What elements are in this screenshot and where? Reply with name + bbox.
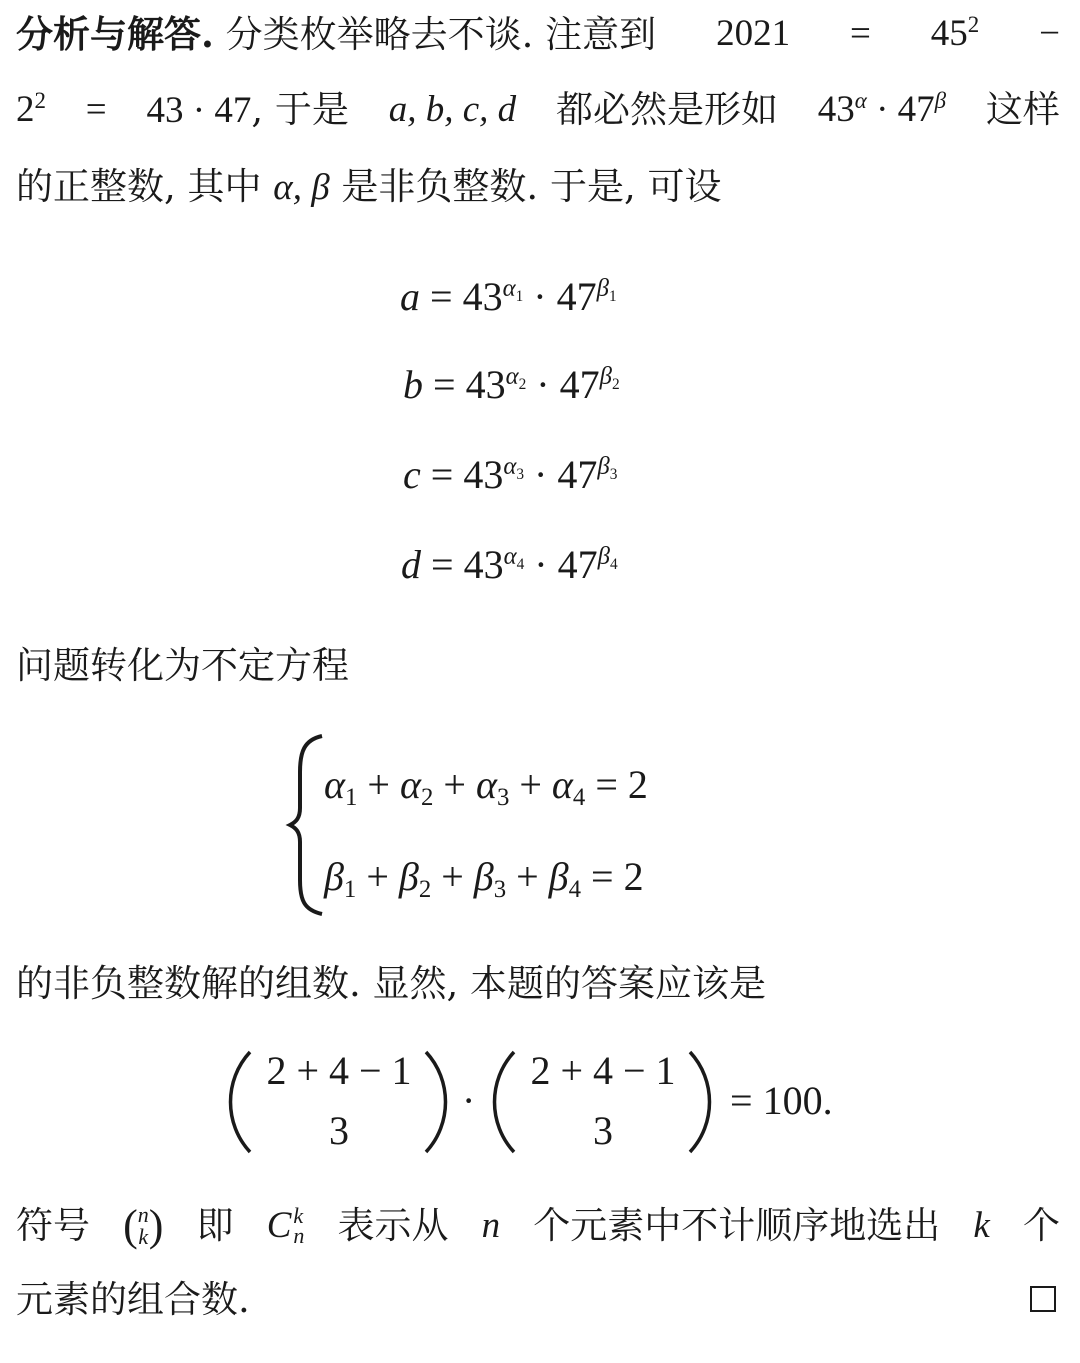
eq1-plus: + bbox=[443, 762, 466, 807]
system-eq1 bbox=[324, 760, 648, 810]
square-term bbox=[931, 10, 979, 59]
minus-sign: − bbox=[1039, 13, 1060, 54]
answer-value: 100. bbox=[762, 1078, 833, 1123]
def-equals: = bbox=[433, 362, 456, 407]
eq1-greek: α bbox=[324, 762, 345, 807]
def-s2: 2 bbox=[611, 375, 620, 393]
para4-mid1: 即 bbox=[196, 1204, 234, 1247]
def-b2: 47 bbox=[557, 542, 598, 587]
answer-result bbox=[730, 1076, 833, 1126]
line2-text: , 于是 bbox=[251, 88, 349, 131]
eq2-greek: β bbox=[548, 854, 569, 899]
def-var: c bbox=[403, 452, 421, 497]
def-b2: 47 bbox=[556, 274, 597, 319]
para1-line3 bbox=[16, 163, 721, 212]
eq2-plus: + bbox=[366, 854, 389, 899]
def-e2: β bbox=[597, 453, 610, 481]
def-c bbox=[403, 450, 617, 500]
def-b2: 47 bbox=[557, 452, 598, 497]
def-dot: · bbox=[534, 542, 548, 587]
def-b bbox=[403, 360, 620, 410]
para1-line1 bbox=[16, 10, 1060, 59]
eq2-plus: + bbox=[441, 854, 464, 899]
def-b1: 43 bbox=[463, 452, 504, 497]
eq1-plus: + bbox=[367, 762, 390, 807]
inline-binom-bottom: k bbox=[138, 1224, 149, 1249]
eq1-greek: α bbox=[551, 762, 573, 807]
eq2-sub4: 4 bbox=[568, 876, 581, 904]
line3-tail: 是非负整数. 于是, 可设 bbox=[341, 165, 722, 208]
def-s2: 3 bbox=[609, 465, 618, 483]
eq2-sub3: 3 bbox=[493, 876, 507, 904]
qed-square-icon bbox=[1030, 1286, 1056, 1312]
variable-list: a, b, c, d bbox=[388, 89, 517, 130]
para2: 问题转化为不定方程 bbox=[16, 644, 349, 687]
def-var: b bbox=[403, 362, 423, 407]
para4-lead: 符号 bbox=[16, 1204, 90, 1247]
def-s2: 4 bbox=[609, 555, 618, 573]
def-s1: 2 bbox=[518, 375, 527, 393]
inline-binom-top: n bbox=[137, 1202, 149, 1227]
def-e2: β bbox=[596, 275, 609, 303]
eq1-rhs: 2 bbox=[627, 762, 648, 807]
eq1-equals: = bbox=[595, 762, 618, 807]
line2-text2: 都必然是形如 bbox=[555, 88, 778, 131]
def-e1: α bbox=[502, 275, 516, 303]
combination-C: C bbox=[266, 1205, 292, 1246]
def-dot: · bbox=[536, 362, 550, 407]
form-dot: · bbox=[876, 89, 889, 130]
para4-tail: 个 bbox=[1022, 1204, 1060, 1247]
binom-right-bottom: 3 bbox=[593, 1108, 613, 1153]
square-exponent: 2 bbox=[967, 12, 980, 38]
factor-product: 43 · 47 bbox=[146, 90, 252, 131]
def-a bbox=[400, 272, 617, 322]
system-eq2 bbox=[324, 852, 644, 902]
para3: 的非负整数解的组数. 显然, 本题的答案应该是 bbox=[16, 962, 767, 1005]
def-var: a bbox=[400, 274, 420, 319]
def-dot: · bbox=[534, 452, 548, 497]
combination-sup: k bbox=[293, 1203, 304, 1228]
eq1-plus: + bbox=[519, 762, 542, 807]
para1-line1-text: 分类枚举略去不谈. 注意到 bbox=[225, 13, 657, 56]
def-b1: 43 bbox=[462, 274, 503, 319]
para4-k: k bbox=[973, 1205, 990, 1246]
eq1-sub1: 1 bbox=[345, 784, 358, 812]
def-equals: = bbox=[430, 274, 453, 319]
eq2-greek: β bbox=[398, 854, 419, 899]
eq1-greek: α bbox=[475, 762, 497, 807]
def-var: d bbox=[401, 542, 421, 587]
form-exp2: β bbox=[934, 88, 947, 114]
def-dot: · bbox=[533, 274, 547, 319]
def-e1: α bbox=[503, 543, 517, 571]
def-e2: β bbox=[597, 543, 610, 571]
def-equals: = bbox=[430, 452, 454, 497]
def-s2: 1 bbox=[608, 287, 617, 305]
def-b1: 43 bbox=[465, 362, 506, 407]
def-s1: 4 bbox=[516, 555, 525, 573]
line2-product-group bbox=[147, 86, 349, 135]
solution-heading: 分析与解答. bbox=[16, 12, 214, 56]
line2-equals: = bbox=[85, 89, 107, 130]
binom-dot: · bbox=[462, 1078, 476, 1123]
def-s1: 3 bbox=[516, 465, 525, 483]
def-equals: = bbox=[431, 542, 454, 587]
para4-line2: 元素的组合数. bbox=[16, 1278, 250, 1321]
eq2-greek: β bbox=[473, 854, 494, 899]
eq1-greek: α bbox=[399, 762, 421, 807]
eq2-plus: + bbox=[516, 854, 539, 899]
eq2-equals: = bbox=[591, 854, 614, 899]
eq1-sub3: 3 bbox=[496, 784, 510, 812]
para4-line1 bbox=[16, 1200, 1060, 1252]
def-b1: 43 bbox=[463, 542, 504, 587]
eq2-sub2: 2 bbox=[418, 876, 432, 904]
para4-mid3: 个元素中不计顺序地选出 bbox=[533, 1204, 941, 1247]
eq2-sub1: 1 bbox=[343, 876, 357, 904]
form-exp1: α bbox=[854, 88, 867, 114]
greek-vars: α, β bbox=[273, 167, 330, 208]
def-e1: α bbox=[505, 363, 519, 391]
para1-line1-left bbox=[16, 10, 656, 59]
year-equals: = bbox=[849, 13, 871, 54]
inline-binomial: ( n k ) bbox=[123, 1201, 164, 1250]
line2-tail: 这样 bbox=[985, 88, 1060, 131]
line3-text: 的正整数, 其中 bbox=[16, 165, 262, 208]
eq1-sub4: 4 bbox=[572, 784, 586, 812]
form-base2: 47 bbox=[897, 89, 935, 130]
eq2-rhs: 2 bbox=[623, 854, 644, 899]
eq1-sub2: 2 bbox=[420, 784, 434, 812]
def-e2: β bbox=[599, 363, 612, 391]
binom-left-top: 2 + 4 − 1 bbox=[266, 1048, 412, 1093]
eq2-greek: β bbox=[324, 854, 344, 899]
binom-right-top: 2 + 4 − 1 bbox=[530, 1048, 676, 1093]
line2-lead-square bbox=[16, 86, 46, 135]
para4-n: n bbox=[481, 1205, 501, 1246]
square-base: 45 bbox=[930, 13, 968, 54]
def-b2: 47 bbox=[559, 362, 600, 407]
answer-equals: = bbox=[730, 1078, 753, 1123]
form-expression bbox=[818, 86, 946, 135]
binom-left-bottom: 3 bbox=[329, 1108, 349, 1153]
line2-lead-exponent: 2 bbox=[34, 88, 46, 114]
def-d bbox=[401, 540, 618, 590]
para4-mid2: 表示从 bbox=[337, 1204, 449, 1247]
line2-lead-base: 2 bbox=[16, 89, 35, 130]
form-base1: 43 bbox=[817, 89, 855, 130]
combination-symbol bbox=[267, 1202, 305, 1250]
year-number: 2021 bbox=[716, 13, 791, 54]
combination-sub: n bbox=[293, 1223, 305, 1248]
def-e1: α bbox=[503, 453, 517, 481]
para1-line2 bbox=[16, 86, 1060, 135]
def-s1: 1 bbox=[515, 287, 524, 305]
